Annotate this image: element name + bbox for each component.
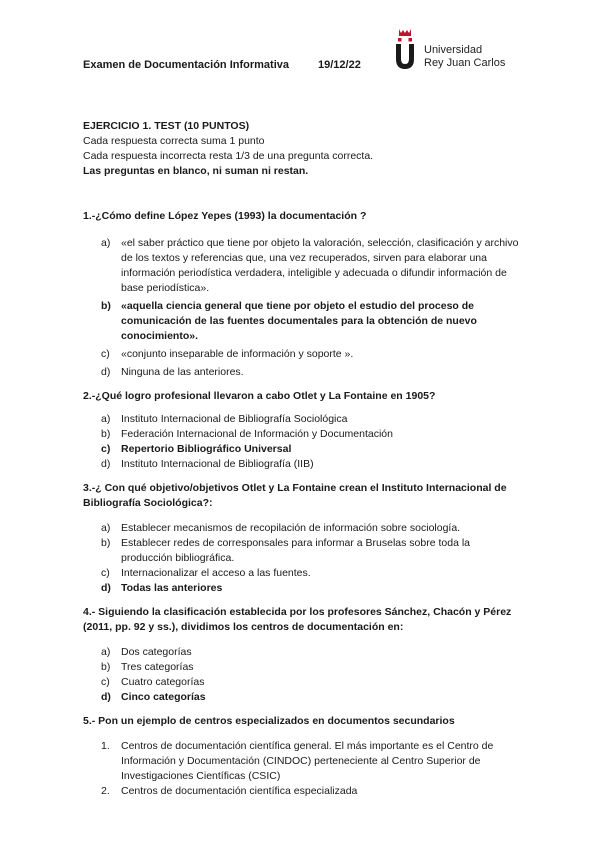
option-text: Cinco categorías <box>121 691 206 703</box>
option-marker: b) <box>101 537 111 549</box>
question-text: 1.-¿Cómo define López Yepes (1993) la documentación ? <box>83 210 367 222</box>
university-logo <box>392 27 512 71</box>
university-name-line2: Rey Juan Carlos <box>424 57 506 69</box>
option-marker: a) <box>101 237 111 249</box>
answer-options <box>83 645 523 705</box>
answer-option <box>83 581 523 596</box>
instruction-line: Cada respuesta incorrecta resta 1/3 de una pregunta correcta. <box>83 150 374 162</box>
answer-option <box>83 660 523 675</box>
exam-date: 19/12/22 <box>318 59 361 71</box>
question <box>83 481 523 596</box>
question <box>83 605 523 705</box>
option-text: Instituto Internacional de Bibliografía (IIB) <box>121 458 314 470</box>
option-text: Establecer mecanismos de recopilación de información sobre sociología. <box>121 522 461 534</box>
answer-option <box>83 347 523 362</box>
option-marker: a) <box>101 646 111 658</box>
answer-options <box>83 521 523 596</box>
answer-option <box>83 521 523 536</box>
option-text: Centros de documentación científica especializada <box>121 785 358 797</box>
answer-options <box>83 739 523 799</box>
option-text: Ninguna de las anteriores. <box>121 366 244 378</box>
option-text: «aquella ciencia general que tiene por objeto el estudio del proceso de comunicación de las fuentes documentales para la obtención de nuevo conocimiento». <box>121 300 477 342</box>
instructions <box>83 119 523 179</box>
question <box>83 389 523 472</box>
answer-option <box>83 536 523 566</box>
option-marker: d) <box>101 458 111 470</box>
option-text: Internacionalizar el acceso a las fuentes. <box>121 567 311 579</box>
answer-option <box>83 739 523 784</box>
option-marker: d) <box>101 366 111 378</box>
answer-option <box>83 784 523 799</box>
option-marker: b) <box>101 300 111 312</box>
option-text: Federación Internacional de Información y Documentación <box>121 428 393 440</box>
answer-option <box>83 645 523 660</box>
option-marker: c) <box>101 676 110 688</box>
answer-option <box>83 299 523 344</box>
answer-option <box>83 675 523 690</box>
question <box>83 209 523 380</box>
answer-option <box>83 690 523 705</box>
answer-option <box>83 566 523 581</box>
question-text: 3.-¿ Con qué objetivo/objetivos Otlet y La Fontaine crean el Instituto Internacional de Bibliografía Sociológica?: <box>83 482 507 509</box>
option-marker: 2. <box>101 785 110 797</box>
university-emblem-icon <box>392 27 418 71</box>
instruction-line: Cada respuesta correcta suma 1 punto <box>83 135 265 147</box>
question <box>83 714 523 799</box>
option-text: «conjunto inseparable de información y soporte ». <box>121 348 354 360</box>
answer-options <box>83 236 523 380</box>
option-text: Cuatro categorías <box>121 676 205 688</box>
answer-option <box>83 442 523 457</box>
option-marker: 1. <box>101 740 110 752</box>
option-text: Dos categorías <box>121 646 192 658</box>
instruction-line: Las preguntas en blanco, ni suman ni restan. <box>83 165 309 177</box>
answer-options <box>83 412 523 472</box>
answer-option <box>83 457 523 472</box>
option-marker: b) <box>101 661 111 673</box>
option-text: Todas las anteriores <box>121 582 223 594</box>
question-text: 5.- Pon un ejemplo de centros especializados en documentos secundarios <box>83 715 455 727</box>
option-marker: d) <box>101 582 111 594</box>
answer-option <box>83 412 523 427</box>
option-text: Centros de documentación científica general. El más importante es el Centro de Información y Documentación (CINDOC) perteneciente al Centro Superior de Investigaciones Científicas (CSIC) <box>121 740 494 782</box>
option-marker: c) <box>101 567 110 579</box>
option-text: Instituto Internacional de Bibliografía Sociológica <box>121 413 348 425</box>
question-text: 2.-¿Qué logro profesional llevaron a cabo Otlet y La Fontaine en 1905? <box>83 390 436 402</box>
option-marker: c) <box>101 348 110 360</box>
option-text: Tres categorías <box>121 661 194 673</box>
option-marker: a) <box>101 522 111 534</box>
option-text: Establecer redes de corresponsales para informar a Bruselas sobre toda la producción bibliográfica. <box>121 537 471 564</box>
exercise-heading: EJERCICIO 1. TEST (10 PUNTOS) <box>83 120 250 132</box>
option-marker: b) <box>101 428 111 440</box>
answer-option <box>83 365 523 380</box>
university-name-line1: Universidad <box>424 44 483 56</box>
question-text: 4.- Siguiendo la clasificación establecida por los profesores Sánchez, Chacón y Pérez (2011, pp. 92 y ss.), dividimos los centros de documentación en: <box>83 606 512 633</box>
option-marker: a) <box>101 413 111 425</box>
option-text: «el saber práctico que tiene por objeto la valoración, selección, clasificación y archivo de los textos y referencias que, una vez recuperados, sirven para elaborar una información periodística verdadera, inteligible y adecuada o difundir información de base periodística». <box>121 237 519 294</box>
option-marker: c) <box>101 443 111 455</box>
exam-body <box>83 119 523 799</box>
answer-option <box>83 427 523 442</box>
answer-option <box>83 236 523 296</box>
option-marker: d) <box>101 691 111 703</box>
option-text: Repertorio Bibliográfico Universal <box>121 443 292 455</box>
exam-title: Examen de Documentación Informativa <box>83 59 289 71</box>
